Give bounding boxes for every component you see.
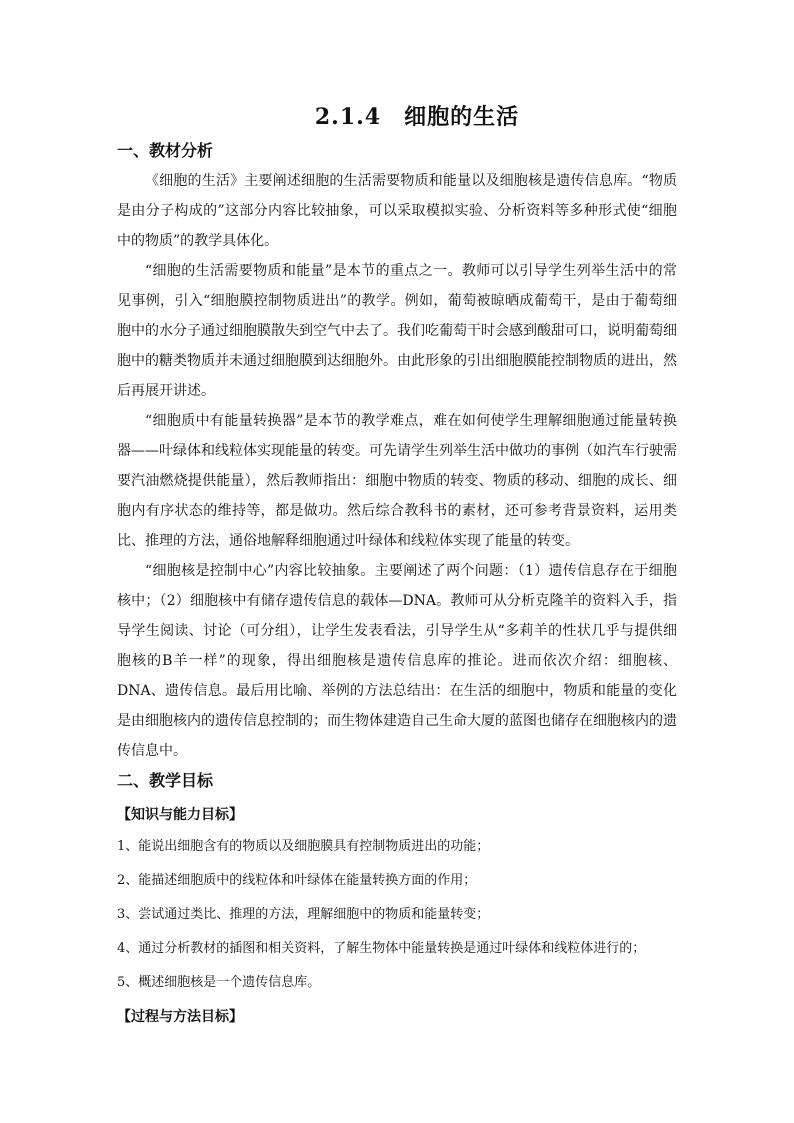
list-item: 3、尝试通过类比、推理的方法，理解细胞中的物质和能量转变； [117, 907, 490, 922]
paragraph: “细胞的生活需要物质和能量”是本节的重点之一。教师可以引导学生列举生活中的常见事例，引入“细胞膜控制物质进出”的教学。例如，葡萄被晾晒成葡萄干，是由于葡萄细胞中的水分子通过细胞膜散失到空气中去了。我们吃葡萄干时会感到酸甜可口，说明葡萄细胞中的糖类物质并未通过细胞膜到达细胞外。由此形象的引出细胞膜能控制物质的进出，然后再展开讲述。 [117, 263, 677, 399]
paragraph: “细胞核是控制中心”内容比较抽象。主要阐述了两个问题：（1）遗传信息存在于细胞核中；（2）细胞核中有储存遗传信息的载体—DNA。教师可从分析克隆羊的资料入手，指导学生阅读、讨论（可分组），让学生发表看法，引导学生从“多莉羊的性状几乎与提供细胞核的B羊一样”的现象，得出细胞核是遗传信息库的推论。进而依次介绍：细胞核、DNA、遗传信息。最后用比喻、举例的方法总结出：在生活的细胞中，物质和能量的变化是由细胞核内的遗传信息控制的；而生物体建造自己生命大厦的蓝图也储存在细胞核内的遗传信息中。 [117, 563, 677, 759]
subheading-process-method: 【过程与方法目标】 [117, 1009, 243, 1025]
page-title: 2.1.4 细胞的生活 [314, 104, 520, 130]
list-item: 2、能描述细胞质中的线粒体和叶绿体在能量转换方面的作用； [117, 873, 477, 888]
paragraph: 《细胞的生活》主要阐述细胞的生活需要物质和能量以及细胞核是遗传信息库。“物质是由分子构成的”这部分内容比较抽象，可以采取模拟实验、分析资料等多种形式使“细胞中的物质”的教学具体化。 [117, 173, 677, 249]
document-page [117, 100, 677, 1034]
list-item: 5、概述细胞核是一个遗传信息库。 [117, 975, 321, 990]
section-heading-objectives: 二、教学目标 [117, 771, 214, 790]
list-item: 4、通过分析教材的插图和相关资料，了解生物体中能量转换是通过叶绿体和线粒体进行的； [117, 941, 646, 956]
paragraph: “细胞质中有能量转换器”是本节的教学难点，难在如何使学生理解细胞通过能量转换器——叶绿体和线粒体实现能量的转变。可先请学生列举生活中做功的事例（如汽车行驶需要汽油燃烧提供能量），然后教师指出：细胞中物质的转变、物质的移动、细胞的成长、细胞内有序状态的维持等，都是做功。然后综合教科书的素材，还可参考背景资料，运用类比、推理的方法，通俗地解释细胞通过叶绿体和线粒体实现了能量的转变。 [117, 413, 677, 549]
list-item: 1、能说出细胞含有的物质以及细胞膜具有控制物质进出的功能； [117, 839, 490, 854]
section-heading-analysis: 一、教材分析 [117, 141, 214, 160]
subheading-knowledge-ability: 【知识与能力目标】 [117, 807, 243, 823]
